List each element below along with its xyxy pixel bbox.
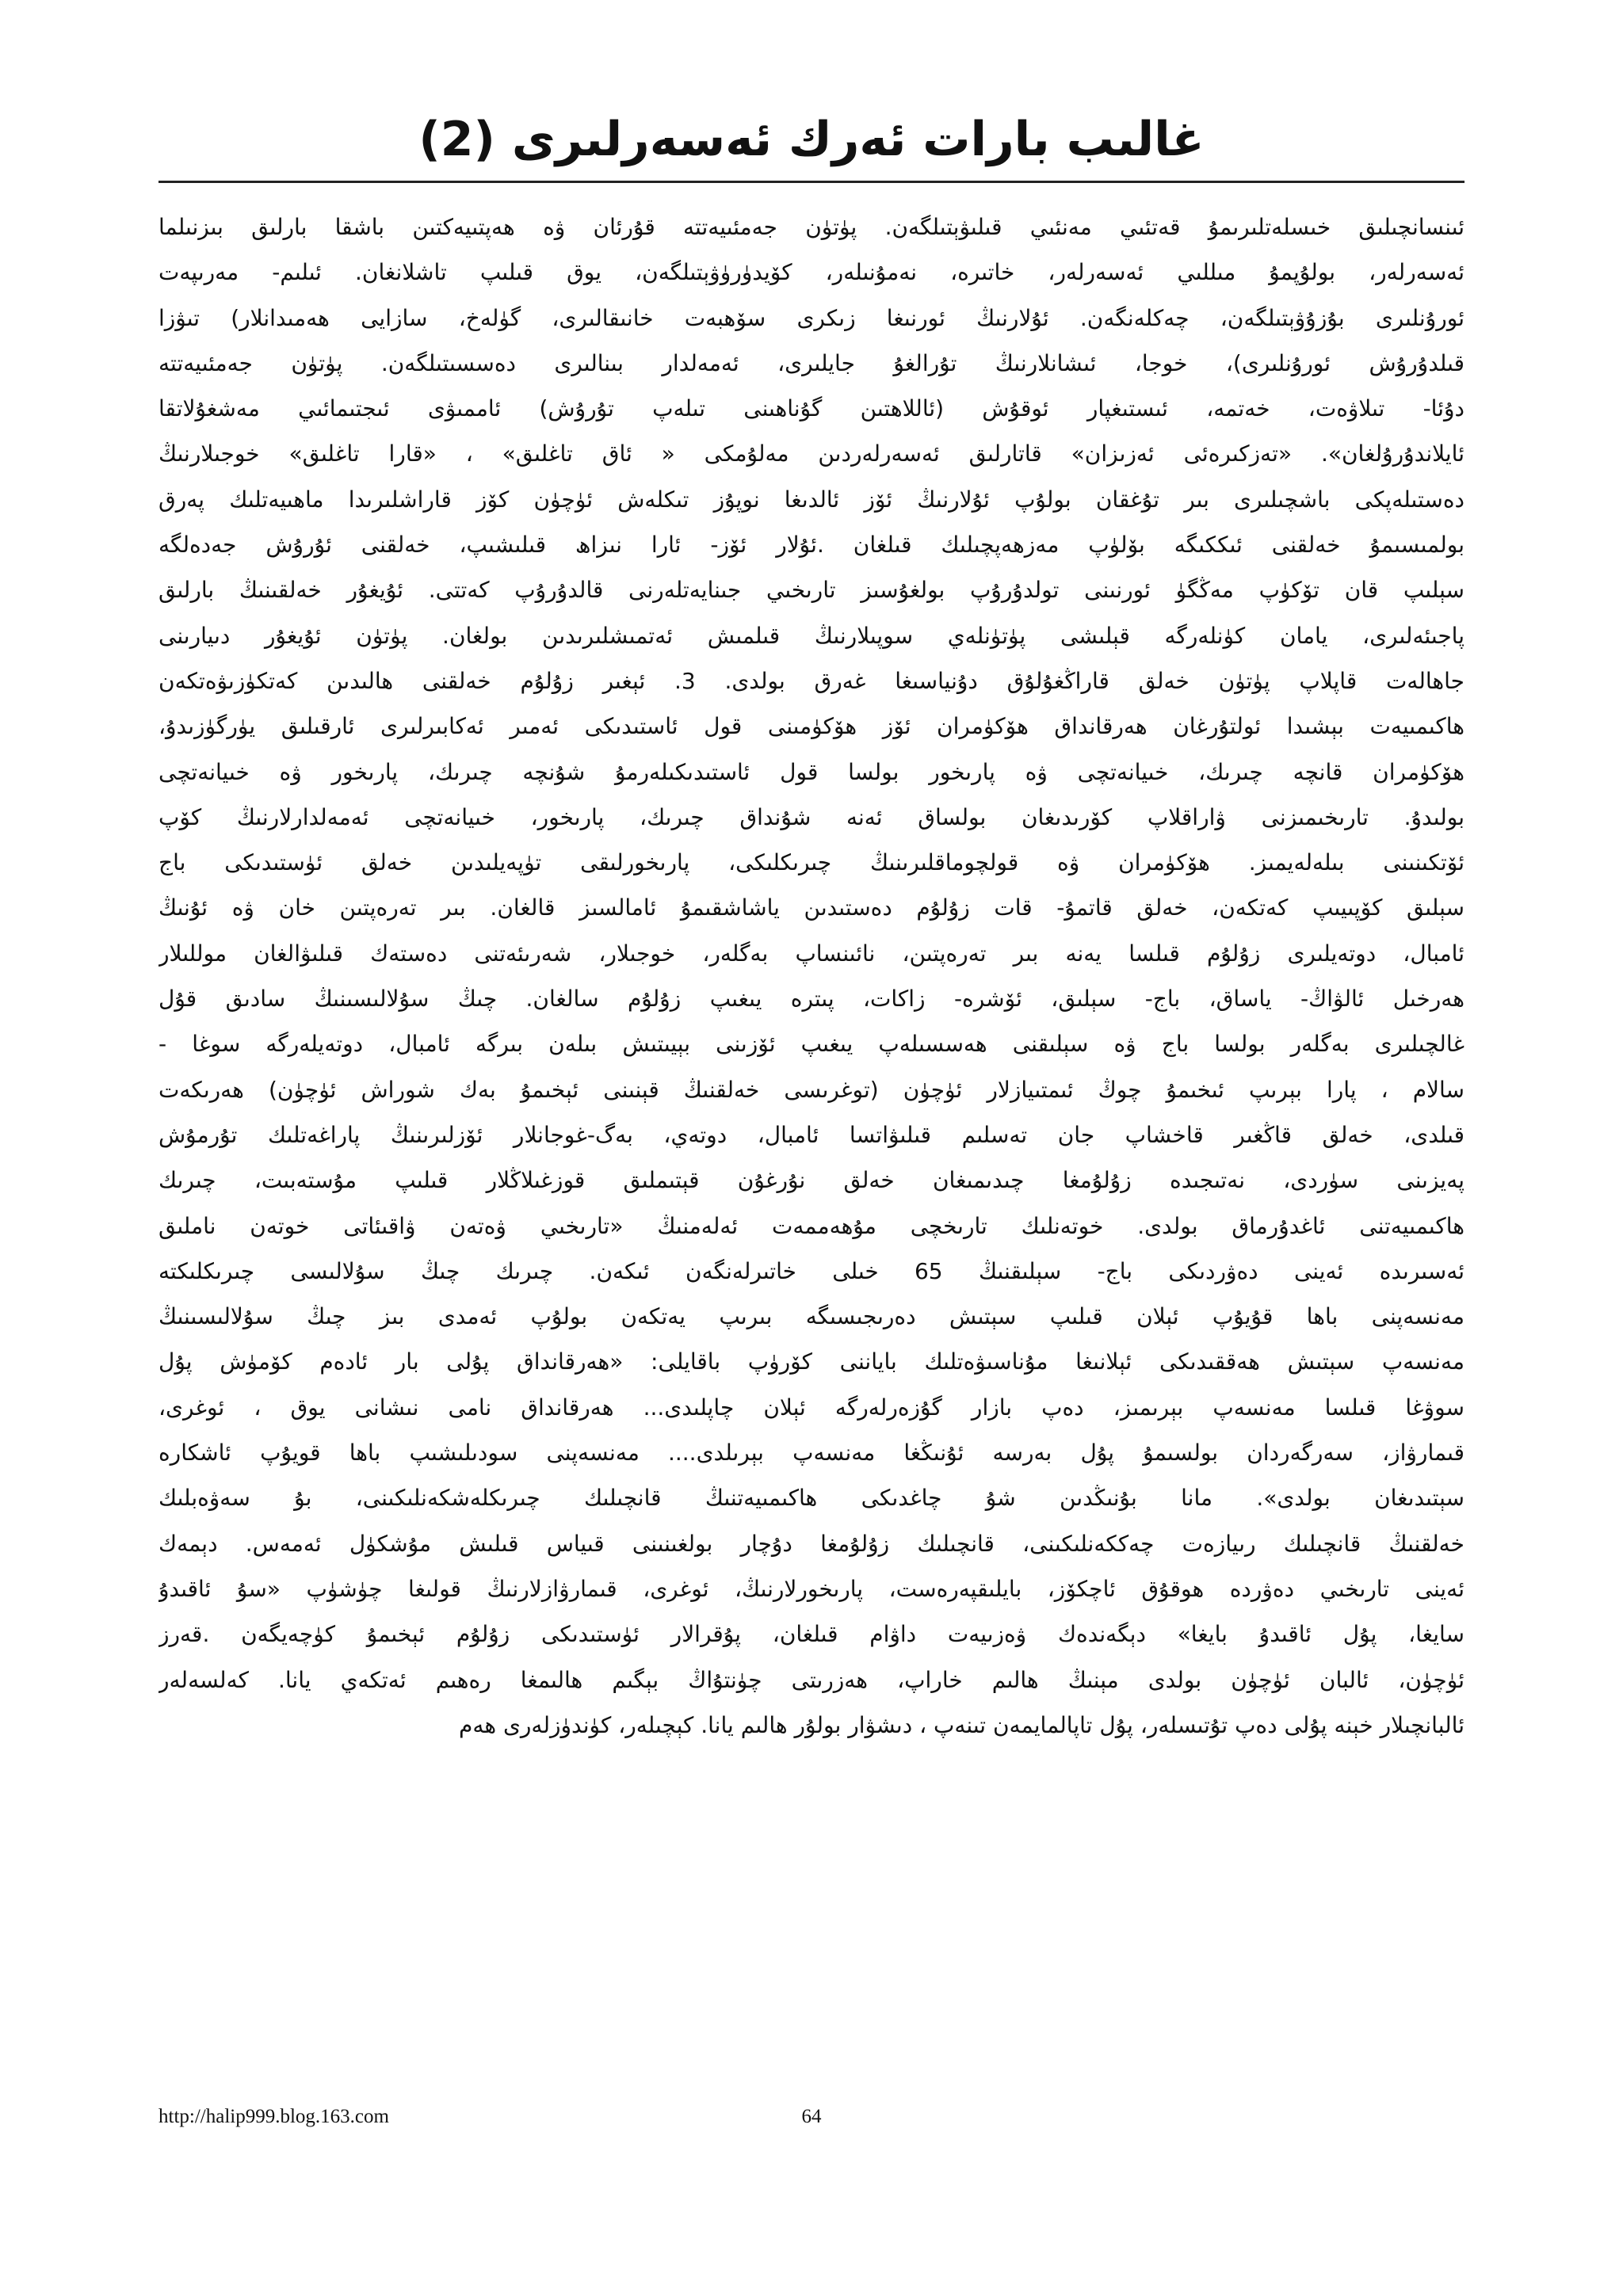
body-line: ھەرخىل ئالۋاڭ- ياساق، باج- سېلىق، ئۆشرە- زاكات، پىترە يىغىپ زۇلۇم سالغان. چىڭ سۇلالىسىنىڭ سادىق قۇل [158, 986, 1465, 1013]
body-line: بولمىسىمۇ خەلقنى ئىككىگە بۆلۈپ مەزھەپچىلىك قىلغان .ئۇلار ئۆز- ئارا نىزاھ قىلىشىپ، خەلقنى ئۇرۇش جەدەلگە [158, 532, 1465, 559]
footer-url: http://halip999.blog.163.com [158, 2106, 389, 2127]
body-line: ئورۇنلىرى بۇزۇۋېتىلگەن، چەكلەنگەن. ئۇلارنىڭ ئورنىغا زىكرى سۆھبەت خانىقالىرى، گۈلەخ، سازايى ھەمىدانلار) تىۋزا [158, 304, 1465, 331]
body-line: ئەينى تارىخىي دەۋردە ھوقۇق ئاچكۆز، بايلىقپەرەست، پارىخورلارنىڭ، ئوغرى، قىمارۋازلارنىڭ قولىغا چۈشۈپ «سۇ ئاقىدۇ [158, 1575, 1465, 1602]
body-line: ھاكىمىيەت بېشىدا ئولتۇرغان ھەرقانداق ھۆكۈمران ئۆز ھۆكۈمىنى قول ئاستىدىكى ئەمىر ئەكابىرلىرى ئارقىلىق يۈرگۈزىدۇ، [158, 713, 1465, 740]
body-line: ئامبال، دوتەيلىرى زۇلۇم قىلسا يەنە بىر تەرەپتىن، نائىنساپ بەگلەر، خوجىلار، شەرىئەتنى دەستەك قىلىۋالغان موللىلار [158, 940, 1465, 967]
body-line: پاجىئەلىرى، يامان كۈنلەرگە قېلىشى پۈتۈنلەي سوپىلارنىڭ قىلمىش ئەتمىشلىرىدىن بولغان. پۈتۈن ئۇيغۇر دىيارىنى [158, 622, 1465, 649]
body-line: ھاكىمىيەتنى ئاغدۇرماق بولدى. خوتەنلىك تارىخچى مۇھەممەت ئەلەمنىڭ «تارىخىي ۋەتەن ۋاقىئاتى خوتەن ناملىق [158, 1212, 1465, 1239]
page-title: غالىب بارات ئەرك ئەسەرلىرى (2) [418, 112, 1205, 167]
body-text [158, 204, 1465, 1748]
body-line: دۇئا- تىلاۋەت، خەتمە، ئىستىغپار ئوقۇش (ئاللاھتىن گۇناھىنى تىلەپ تۇرۇش) ئاممىۋى ئىجتىمائىي مەشغۇلاتقا [158, 395, 1465, 422]
body-line: خەلقنىڭ قانچىلىك رىيازەت چەككەنلىكىنى، قانچىلىك زۇلۇمغا دۇچار بولغىنىنى قىياس قىلىش مۇشكۈل ئەمەس. دېمەك [158, 1530, 1465, 1557]
body-line: سېلىق كۆپىيىپ كەتكەن، خەلق قاتمۇ- قات زۇلۇم دەستىدىن ياشاشقىمۇ ئامالسىز قالغان. بىر تەرەپتىن خان ۋە ئۇنىڭ [158, 894, 1465, 921]
title-rule [158, 181, 1465, 183]
page-number: 64 [801, 2106, 822, 2127]
body-line: سېتىدىغان بولدى». مانا بۇنىڭدىن شۇ چاغدىكى ھاكىمىيەتنىڭ قانچىلىك چىرىكلەشكەنلىكىنى، بۇ سەۋەبلىك [158, 1485, 1465, 1512]
body-line: جاھالەت قاپلاپ پۈتۈن خەلق قاراڭغۇلۇق دۇنياسىغا غەرق بولدى. 3. ئېغىر زۇلۇم خەلقنى ھالىدىن كەتكۈزىۋەتكەن [158, 667, 1465, 694]
body-line: ئالبانچىلار خېنە پۇلى دەپ تۇتىسلەر، پۇل تاپالمايمەن تىنەپ ، دىشۋار بولۇر ھالىم يانا. كېچىلەر، كۈندۈزلەرى ھەم [458, 1711, 1465, 1738]
body-line: ئەسىرىدە ئەينى دەۋردىكى باج- سېلىقنىڭ 65 خىلى خاتىرلەنگەن ئىكەن. چىرىك چىڭ سۇلالىسى چىرىكلىكتە [158, 1257, 1465, 1284]
body-line: قىمارۋاز، سەرگەردان بولسىمۇ پۇل بەرسە ئۇنىڭغا مەنسەپ بېرىلدى.... مەنسەپنى سودىلىشىپ باھا قويۇپ ئاشكارە [158, 1440, 1465, 1466]
body-line: غالچىلىرى بەگلەر بولسا باج ۋە سېلىقنى ھەسسىلەپ يىغىپ ئۆزىنى بېيىتىش بىلەن بىرگە ئامبال، دوتەيلەرگە سوغا - [158, 1031, 1465, 1058]
body-line: سوۋغا قىلسا مەنسەپ بېرىمىز، دەپ بازار گۇزەرلەرگە ئېلان چاپلىدى... ھەرقانداق نامى نىشانى يوق ، ئوغرى، [158, 1394, 1465, 1421]
body-line: قىلدۇرۇش ئورۇنلىرى)، خوجا، ئىشانلارنىڭ تۇرالغۇ جايلىرى، ئەمەلدار بىنالىرى دەسسىتىلگەن. پۈتۈن جەمئىيەتتە [158, 349, 1465, 376]
body-line: ھۆكۈمران قانچە چىرىك، خىيانەتچى ۋە پارىخور بولسا قول ئاستىدىكىلەرمۇ شۇنچە چىرىك، پارىخور ۋە خىيانەتچى [158, 758, 1465, 785]
body-line: سېلىپ قان تۆكۈپ مەڭگۈ ئورنىنى تولدۇرۇپ بولغۇسىز تارىخىي جىنايەتلەرنى قالدۇرۇپ كەتتى. ئۇيغۇر خەلقىنىڭ بارلىق [158, 577, 1465, 604]
body-line: پەيزىنى سۈردى، نەتىجىدە زۇلۇمغا چىدىمىغان خەلق نۇرغۇن قېتىملىق قوزغىلاڭلار قىلىپ مۇستەبىت، چىرىك [158, 1167, 1465, 1194]
body-line: ئىنسانچىلىق خىسلەتلىرىمۇ قەتئىي مەنئىي قىلىۋېتىلگەن. پۈتۈن جەمئىيەتتە قۇرئان ۋە ھەپتىيەكتىن باشقا بارلىق بىزنىلما [158, 214, 1465, 240]
body-line: ئەسەرلەر، بولۇپمۇ مىللىي ئەسەرلەر، خاتىرە، نەمۇنىلەر، كۆيدۈرۈۋېتىلگەن، يوق قىلىپ تاشلانغان. ئىلىم- مەرىپەت [158, 259, 1465, 286]
body-line: ئايلاندۇرۇلغان». «تەزكىرەئى ئەزىزان» قاتارلىق ئەسەرلەردىن مەلۇمكى « ئاق تاغلىق» ، «قارا تاغلىق» خوجىلارنىڭ [158, 441, 1465, 467]
body-line: سايغا، پۇل ئاقىدۇ بايغا» دېگەندەك ۋەزىيەت داۋام قىلغان، پۇقرالار ئۈستىدىكى زۇلۇم ئېخىمۇ كۈچەيگەن .قەرز [158, 1621, 1465, 1648]
body-line: قىلدى، خەلق قاڭغىر قاخشاپ جان تەسلىم قىلىۋاتسا ئامبال، دوتەي، بەگ-غوجانلار ئۆزلىرىنىڭ پاراغەتلىك تۇرمۇش [158, 1121, 1465, 1148]
body-line: ئۈچۈن، ئالبان ئۈچۈن بولدى مېنىڭ ھالىم خاراپ، ھەزرىتى چۈنتۇاڭ بېگىم ھالىمغا رەھىم ئەتكەي يانا. كەلسەلەر [158, 1666, 1465, 1693]
body-line: ئۆتكىنىنى بىلەلەيمىز. ھۆكۈمران ۋە قولچوماقلىرىنىڭ چىرىكلىكى، پارىخورلىقى تۈپەيلىدىن خەلق ئۈستىدىكى باج [158, 849, 1465, 876]
body-line: سالام ، پارا بېرىپ ئىخىمۇ چوڭ ئىمتىيازلار ئۈچۈن (توغرىسى خەلقنىڭ قېنىنى ئېخىمۇ بەك شوراش ئۈچۈن) ھەرىكەت [158, 1076, 1465, 1103]
body-line: دەستىلەپكى باشچىلىرى بىر تۇغقان بولۇپ ئۇلارنىڭ ئۆز ئالدىغا نوپۇز تىكلەش ئۈچۈن كۆز قاراشلىرىدا ماھىيەتلىك پەرق [158, 486, 1465, 513]
body-line: مەنسەپنى باھا قۇيۇپ ئېلان قىلىپ سېتىش دەرىجىسىگە بىرىپ يەتكەن بولۇپ ئەمدى بىز چىڭ سۇلالىسىنىڭ [158, 1303, 1465, 1330]
body-line: مەنسەپ سېتىش ھەققىدىكى ئېلانىغا مۇناسىۋەتلىك باياننى كۆرۈپ باقايلى: «ھەرقانداق پۇلى بار ئادەم كۆمۈش پۇل [158, 1348, 1465, 1375]
body-line: بولىدۇ. تارىخىمىزنى ۋاراقلاپ كۆرىدىغان بولساق ئەنە شۇنداق چىرىك، پارىخور، خىيانەتچى ئەمەلدارلارنىڭ كۆپ [158, 803, 1465, 830]
